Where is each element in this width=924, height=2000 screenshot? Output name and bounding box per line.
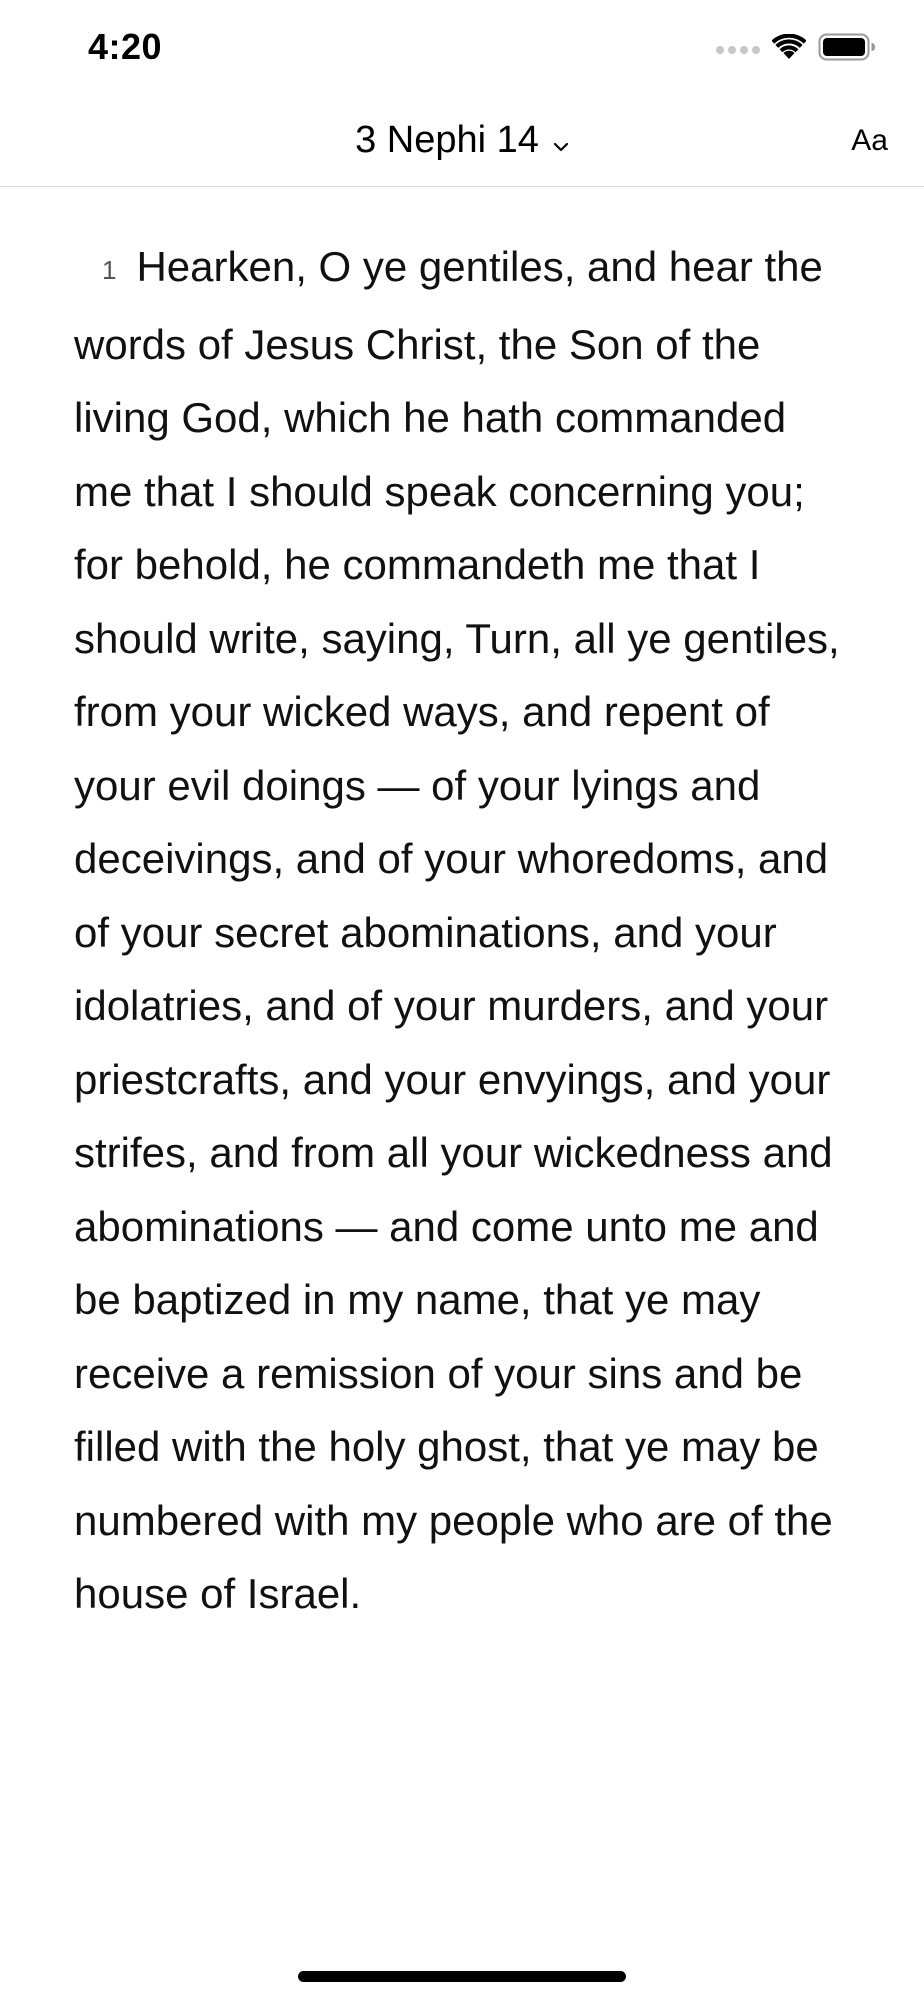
battery-icon bbox=[818, 33, 876, 61]
verse-number: 1 bbox=[102, 255, 117, 286]
wifi-icon bbox=[772, 34, 806, 60]
chevron-down-icon bbox=[553, 120, 569, 163]
status-time: 4:20 bbox=[88, 26, 163, 67]
status-bar bbox=[0, 0, 924, 100]
status-icons bbox=[716, 33, 876, 61]
chapter-title: 3 Nephi 14 bbox=[355, 119, 539, 161]
verse[interactable] bbox=[74, 230, 854, 1631]
navigation-bar bbox=[0, 100, 924, 187]
verse-text: Hearken, O ye gentiles, and hear the words of Jesus Christ, the Son of the living God, which he hath commanded me that I should speak concerning you; for behold, he commandeth me that I should write, saying, Turn, all ye gentiles, from your wicked ways, and repent of your evil doings — of your lyings and deceivings, and of your whoredoms, and of your secret abominations, and your idolatries, and of your murders, and your priestcrafts, and your envyings, and your strifes, and from all your wickedness and abominations — and come unto me and be baptized in my name, that ye may receive a remission of your sins and be filled with the holy ghost, that ye may be numbered with my people who are of the house of Israel. bbox=[74, 243, 840, 1618]
cellular-signal-icon bbox=[716, 46, 760, 54]
chapter-content bbox=[74, 230, 854, 1631]
chapter-selector-button[interactable] bbox=[355, 118, 569, 163]
home-indicator[interactable] bbox=[298, 1971, 626, 1982]
text-settings-button[interactable]: Aa bbox=[851, 124, 888, 157]
